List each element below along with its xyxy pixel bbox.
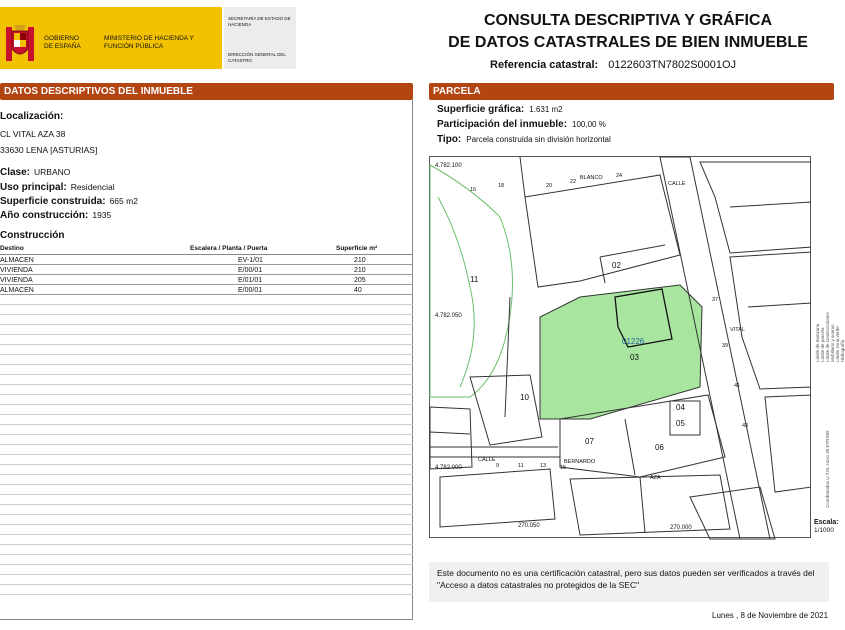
bar-suffix: INMUEBLE [140,86,193,97]
legend-item-6: Hidrografía [840,339,845,362]
street-bernardo: BERNARDO [564,459,596,465]
house-11: 11 [518,463,524,469]
row-destino: ALMACEN [0,287,34,294]
gov-name: GOBIERNO DE ESPAÑA [44,35,81,50]
table-empty-row [0,295,413,305]
table-empty-row [0,365,413,375]
parcel-ref-label: 01226 [622,337,645,346]
descriptive-data-bar [0,83,413,100]
table-empty-row [0,575,413,585]
sup-grafica-row: Superficie gráfica: 1.631 m2 [437,104,563,115]
map-coord-x2: 270.000 [670,525,692,531]
table-empty-row [0,345,413,355]
table-empty-row [0,485,413,495]
table-header [0,243,413,255]
cadastral-map [429,156,811,538]
table-empty-row [0,465,413,475]
parcel-05: 05 [676,419,685,428]
house-39: 39 [722,343,729,349]
sup-grafica-value: 1.631 m2 [529,105,563,114]
street-calle-1: CALLE [668,181,686,187]
table-row [0,255,413,265]
row-epp: E/00/01 [238,267,263,274]
table-empty-row [0,415,413,425]
anio-value: 1935 [92,210,112,220]
reference-row [490,59,736,71]
row-epp: E/01/01 [238,277,263,284]
anio-row: Año construcción: 1935 [0,210,112,221]
table-empty-row [0,425,413,435]
tipo-value: Parcela construida sin división horizontal [466,135,611,144]
table-empty-row [0,325,413,335]
address-line-2: 33630 LENA [ASTURIAS] [0,145,98,155]
col-destino: Destino [0,245,24,252]
table-empty-row [0,585,413,595]
address-line-1: CL VITAL AZA 38 [0,129,66,139]
government-logo [0,7,222,69]
table-row [0,285,413,295]
table-empty-row [0,515,413,525]
catastro-logo-side [224,7,296,69]
coords-note: Coordenadas U.T.M. Huso 30 ETRS89 [825,430,830,508]
table-empty-row [0,545,413,555]
ministry-name: MINISTERIO DE HACIENDA Y FUNCIÓN PÚBLICA [104,35,194,50]
table-empty-row [0,305,413,315]
clase-value: URBANO [34,167,71,177]
map-coord-mid: 4.782.050 [435,313,462,319]
row-epp: E/00/01 [238,287,263,294]
table-empty-row [0,375,413,385]
table-row [0,275,413,285]
house-24: 24 [616,173,623,179]
legend-item-4: Mobiliario y aceras [830,324,835,362]
table-empty-row [0,475,413,485]
table-empty-row [0,535,413,545]
map-coord-top: 4.782.100 [435,163,462,169]
street-calle-2: CALLE [478,457,496,463]
map-legend [811,156,845,538]
table-empty-row [0,435,413,445]
parcel-03: 03 [630,353,639,362]
row-destino: ALMACEN [0,257,34,264]
row-epp: EV-1/01 [238,257,263,264]
table-empty-row [0,355,413,365]
row-superficie: 210 [354,267,366,274]
table-row [0,265,413,275]
superficie-row: Superficie construida: 665 m2 [0,196,138,207]
map-coord-bot: 4.782.000 [435,465,462,471]
house-15: 15 [560,465,567,471]
house-37: 37 [712,297,719,303]
col-superficie: Superficie m² [336,245,378,252]
parcel-11: 11 [470,275,479,284]
row-destino: VIVIENDA [0,267,33,274]
parcel-04: 04 [676,403,685,412]
parcela-bar: PARCELA [429,83,834,100]
table-empty-row [0,565,413,575]
row-superficie: 205 [354,277,366,284]
house-9: 9 [496,463,500,469]
direccion-text: DIRECCIÓN GENERAL DEL CATASTRO [228,52,286,63]
legend-item-2: Límite de parcela [820,327,825,362]
house-16: 16 [470,187,477,193]
street-blanco: BLANCO [580,175,603,181]
row-superficie: 210 [354,257,366,264]
coat-of-arms-icon [2,21,38,67]
table-empty-row [0,335,413,345]
table-empty-row [0,505,413,515]
house-13: 13 [540,463,547,469]
table-empty-row [0,315,413,325]
house-18: 18 [498,183,505,189]
parcel-06: 06 [655,443,664,452]
map-svg [430,157,812,539]
scale-label: Escala: [814,519,839,526]
construccion-label: Construcción [0,230,65,241]
col-escalera: Escalera / Planta / Puerta [190,245,268,252]
title-line-1: CONSULTA DESCRIPTIVA Y GRÁFICA [483,12,772,29]
participacion-row: Participación del inmueble: 100,00 % [437,119,606,130]
clase-row: Clase: URBANO [0,167,71,178]
table-empty-row [0,445,413,455]
title-line-2: DE DATOS CATASTRALES DE BIEN INMUEBLE [448,34,808,51]
superficie-value: 665 m2 [109,196,138,206]
legend-item-3: Límite de construcciones [825,312,830,362]
document-title [428,10,828,54]
table-empty-row [0,495,413,505]
tipo-row: Tipo: Parcela construida sin división horizontal [437,134,611,145]
parcel-02: 02 [612,261,621,270]
parcel-10: 10 [520,393,529,402]
table-empty-row [0,525,413,535]
street-aza: AZA [650,475,661,481]
house-20: 20 [546,183,553,189]
disclaimer-note: Este documento no es una certificación catastral, pero sus datos pueden ser verificados a través del "Acceso a datos catastrales no protegidos de la SEC" [429,562,829,602]
localizacion-label: Localización: [0,111,64,122]
table-empty-row [0,555,413,565]
row-destino: VIVIENDA [0,277,33,284]
house-22: 22 [570,179,577,185]
legend-item-5: Límite zona verde [835,326,840,362]
house-43: 43 [742,423,749,429]
secretaria-text: SECRETARÍA DE ESTADO DE HACIENDA [228,16,291,27]
construction-table [0,243,413,595]
bar-prefix: DATOS DESCRIPTIVOS DEL [4,86,141,97]
street-vital: VITAL [730,327,745,333]
parcel-07: 07 [585,437,594,446]
table-empty-row [0,455,413,465]
table-empty-row [0,385,413,395]
participacion-value: 100,00 % [572,120,606,129]
ref-value: 0122603TN7802S0001OJ [608,59,737,71]
map-coord-x1: 270.050 [518,523,540,529]
row-superficie: 40 [354,287,362,294]
house-41: 41 [734,383,741,389]
table-empty-row [0,395,413,405]
scale-value: 1/1000 [814,527,834,534]
uso-row: Uso principal: Residencial [0,182,115,193]
legend-item-1: Límite de manzana [815,323,820,362]
document-date: Lunes , 8 de Noviembre de 2021 [712,611,829,620]
table-empty-row [0,405,413,415]
uso-value: Residencial [70,182,115,192]
ref-label: Referencia catastral: [490,59,599,71]
